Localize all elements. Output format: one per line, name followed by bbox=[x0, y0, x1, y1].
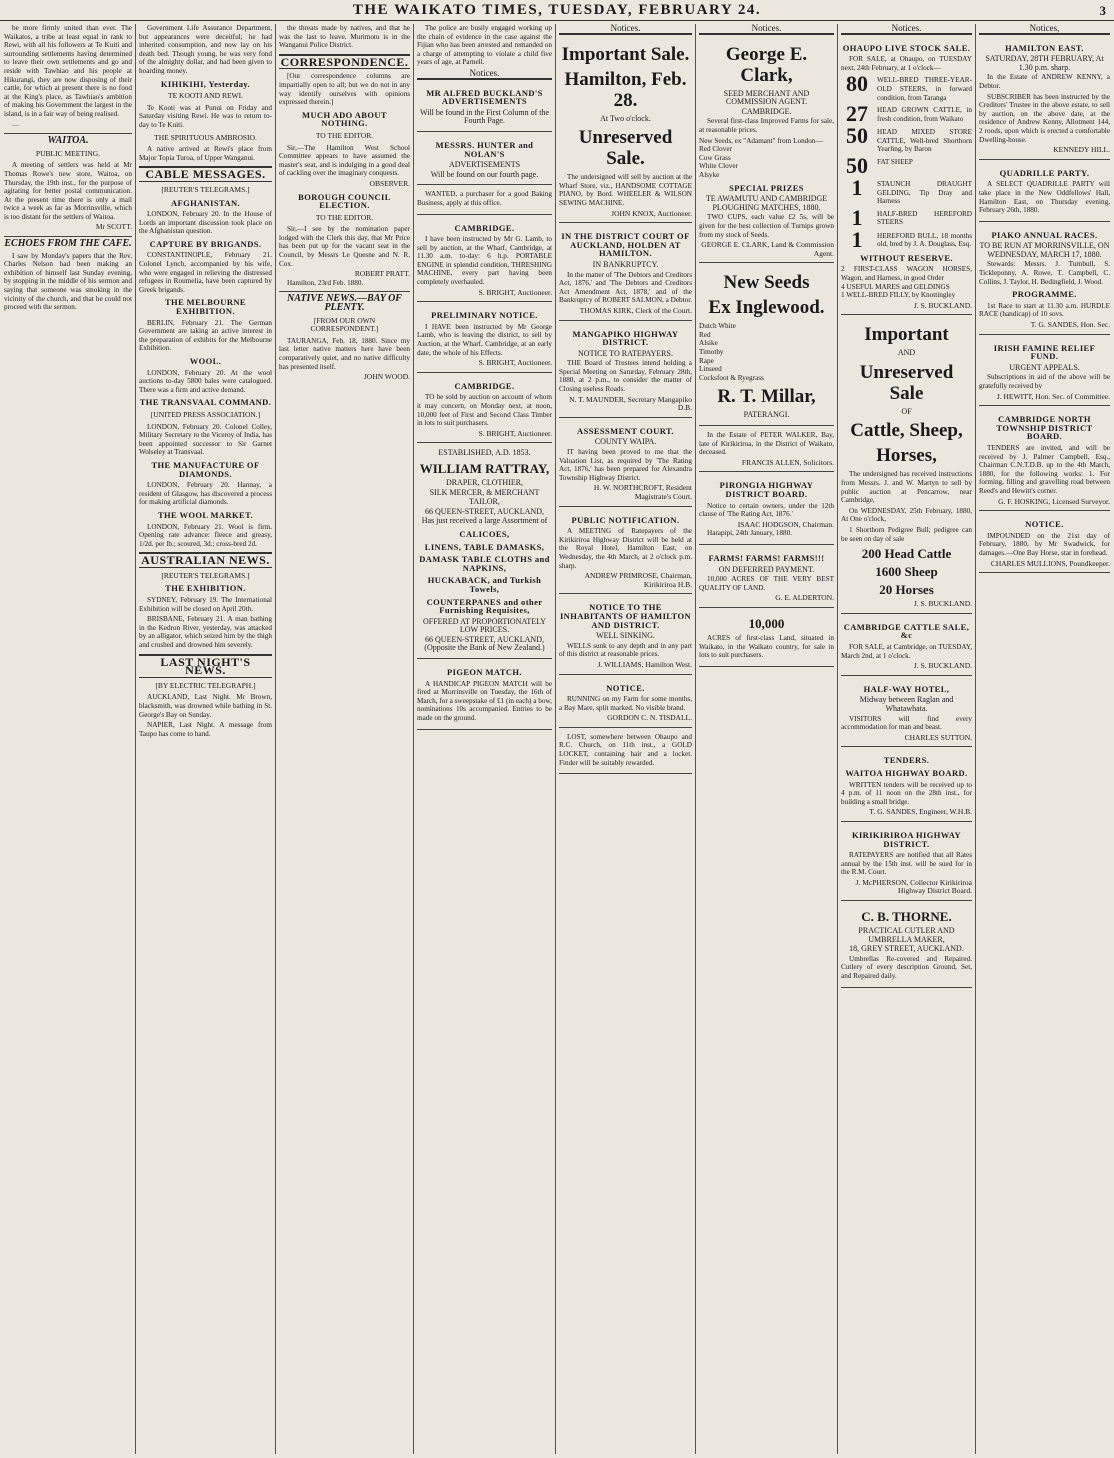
article-text: SYDNEY, February 19. The International Exhibition will be closed on April 20th. bbox=[139, 596, 272, 613]
section-heading: THE MANUFACTURE OF DIAMONDS. bbox=[151, 459, 260, 479]
ad-text: 1 Shorthorn Pedigree Bull; pedigree can be seen on day of sale bbox=[841, 526, 972, 543]
lot-description: HALF-BRED HEREFORD STEERS bbox=[877, 209, 972, 227]
ad-text: Stewards: Messrs. J. Turnbull, S. Tickleponny, A. Rowe, T. Campbell, C. Collins, J. Taylor, H. Bedingfield, J. Wood. bbox=[979, 260, 1110, 286]
signature: J. S. BUCKLAND. bbox=[913, 599, 972, 609]
article-text: Government Life Assurance Department, but appearances were deceitful; he had inherited consumption, and now lay on his death bed. Though young, he was very fond of the almighty dollar, and had been given to hoarding money. bbox=[139, 24, 272, 75]
signature: ANDREW PRIMROSE, Chairman, Kirikiriroa H.B. bbox=[584, 571, 692, 589]
ad-subtitle: CAMBRIDGE. bbox=[741, 106, 792, 116]
lot-number: 1 bbox=[851, 226, 863, 252]
ad-title: CAMBRIDGE. bbox=[454, 380, 515, 391]
section-heading: THE TRANSVAAL COMMAND. bbox=[139, 397, 272, 408]
column-5 bbox=[559, 24, 692, 1454]
page-title: THE WAIKATO TIMES, TUESDAY, FEBRUARY 24. bbox=[352, 2, 762, 18]
signature: GEORGE E. CLARK, Land & Commission Agent. bbox=[701, 240, 834, 258]
ad-title: Hamilton, Feb. 28. bbox=[564, 68, 687, 111]
signature: Mr SCOTT. bbox=[95, 222, 132, 232]
section-heading: THE WOOL MARKET. bbox=[157, 509, 254, 520]
article-text: The police are busily engaged working up the chain of evidence in the case against the Fijian who has been arrested and remanded on a charge of attempting to violate a child five years of age, at Parnell. bbox=[417, 24, 552, 67]
ad-title: HAMILTON EAST. bbox=[1005, 42, 1084, 53]
article-text: LONDON, February 20. At the wool auctions to-day 5800 bales were catalogued. There was a firm and active demand. bbox=[139, 368, 272, 394]
ad-title: Cattle, Sheep, bbox=[850, 420, 963, 442]
ad-subtitle: ESTABLISHED, A.D. 1853. bbox=[438, 448, 531, 458]
section-heading: THE EXHIBITION. bbox=[165, 583, 246, 594]
column-rule bbox=[555, 24, 556, 1454]
ad-title: HALF-WAY HOTEL, bbox=[863, 683, 950, 694]
ad-text: WELLS sunk to any depth and in any part of this district at reasonable prices. bbox=[559, 641, 692, 659]
ad-text: IMPOUNDED on the 21st day of February, 1880, by Mr Swadwick, for damages.—One Bay Horse, star in forehead. bbox=[979, 531, 1110, 557]
ad-text: Has just received a large Assortment of bbox=[421, 516, 548, 526]
advertisement bbox=[559, 38, 692, 224]
ad-line: 4 USEFUL MARES and GELDINGS bbox=[841, 282, 950, 291]
ad-text: In the Estate of ANDREW KENNY, a Debtor. bbox=[979, 73, 1110, 90]
ad-line: Rape bbox=[699, 356, 714, 365]
section-heading: WAITOA. bbox=[4, 133, 132, 146]
ad-text: Several first-class Improved Farms for sale, at reasonable prices. bbox=[699, 117, 834, 134]
column-rule bbox=[975, 24, 976, 1454]
section-subheading: PUBLIC MEETING. bbox=[35, 148, 101, 158]
ad-text: The undersigned has received instructions from Messrs. J. and W. Martyn to sell by public auction at Pencarrow, near Cambridge, bbox=[841, 470, 972, 505]
ad-text: ACRES of first-class Land, situated in Waikato, in the Waikato country, for sale in lots to suit purchasers. bbox=[699, 633, 834, 660]
ad-title: KIRIKIRIROA HIGHWAY DISTRICT. bbox=[851, 829, 962, 849]
ad-subtitle: COUNTY WAIPA. bbox=[594, 437, 657, 447]
ad-item: HUCKABACK, and Turkish Towels, bbox=[427, 575, 542, 594]
ad-subtitle: ON DEFERRED PAYMENT. bbox=[718, 564, 815, 574]
advertisement bbox=[417, 188, 552, 214]
ad-title: 1600 Sheep bbox=[875, 564, 938, 580]
signature: GORDON C. N. TISDALL. bbox=[607, 713, 692, 723]
lot-description: STAUNCH DRAUGHT GELDING, Tip Dray and Harness bbox=[877, 179, 972, 206]
ad-line: SILK MERCER, & MERCHANT bbox=[429, 487, 540, 497]
advertisement bbox=[841, 38, 972, 316]
advertisement bbox=[841, 904, 972, 988]
advertisement bbox=[417, 305, 552, 373]
ad-text: A SELECT QUADRILLE PARTY will take place in the New Oddfellows' Hall, Hamilton East, on Thursday evening, February 26th, 1880. bbox=[979, 180, 1110, 215]
ad-text: Umbrellas Re-covered and Repaired. Cutlery of every description Ground, Set, and Repaired daily. bbox=[841, 954, 972, 981]
advertisement bbox=[559, 421, 692, 507]
ad-subtitle: SEED MERCHANT AND COMMISSION AGENT. bbox=[723, 88, 810, 107]
ad-text: In the matter of 'The Debtors and Creditors Act, 1876,' and 'The Debtors and Creditors Act Amendment Act, 1878,' and of the Bankruptcy of ROBERT SALMON, a Debtor. bbox=[559, 270, 692, 305]
column-rule bbox=[413, 24, 414, 1454]
ad-subtitle: IN BANKRUPTCY. bbox=[592, 259, 659, 269]
ad-subtitle: NOTICE TO RATEPAYERS. bbox=[578, 348, 673, 358]
signature: J. S. BUCKLAND. bbox=[913, 300, 972, 310]
ad-line: DRAPER, CLOTHIER, bbox=[445, 477, 524, 487]
ad-title: OHAUPO LIVE STOCK SALE. bbox=[842, 42, 971, 53]
ad-title: CAMBRIDGE NORTH TOWNSHIP DISTRICT BOARD. bbox=[996, 414, 1093, 442]
dateline: Harapipi, 24th January, 1880. bbox=[707, 529, 792, 538]
ad-text: I HAVE been instructed by Mr George Lamb, who is leaving the district, to sell by Auction, at the Wharf, Cambridge, at an early date, the whole of his Effects. bbox=[417, 322, 552, 357]
ad-text: TWO CUPS, each value £2 5s, will be given for the best collection of Turnips grown from my stock of Seeds. bbox=[699, 213, 834, 239]
advertisement bbox=[417, 662, 552, 730]
column-6 bbox=[699, 24, 834, 1454]
signature: N. T. MAUNDER, Secretary Mangapiko D.B. bbox=[569, 394, 692, 413]
ad-text: Subscriptions in aid of the above will be gratefully received by bbox=[979, 373, 1110, 390]
article-text: LONDON, February 20. Colonel Colley, Military Secretary to the Viceroy of India, has been appointed successor to Sir Garnet Wolseley at Transvaal. bbox=[139, 422, 272, 457]
lot-row bbox=[841, 226, 972, 252]
ad-text: SUBSCRIBER has been instructed by the Creditors' Trustee in the above estate, to sell by auction, on the above date, at the residence of Andrew Kenny, Allotment 144, 2 roods, upon which is erected a comfortable Dwelling-house. bbox=[979, 92, 1110, 144]
lot-number: 1 bbox=[851, 204, 863, 230]
article-text: A meeting of settlers was held at Mr Thomas Rowe's new store, Waitoa, on Thursday, the 19th inst., for the purpose of agitating for better postal communication. At the present time there is only a mail twice a week as far as Morrinsville, which is too distant for the settlers of Waitoa. bbox=[4, 161, 132, 221]
ad-title: MR ALFRED BUCKLAND'S ADVERTISEMENTS bbox=[426, 87, 543, 107]
advertisement bbox=[417, 83, 552, 132]
section-heading: CORRESPONDENCE. bbox=[280, 54, 409, 69]
signature: T. G. SANDES, Hon. Sec. bbox=[1030, 320, 1110, 330]
signature: J. WILLIAMS, Hamilton West. bbox=[597, 659, 692, 669]
section-subheading: [REUTER'S TELEGRAMS.] bbox=[161, 184, 250, 194]
signature: CHARLES MULLIONS, Poundkeeper. bbox=[990, 558, 1110, 568]
lot-description: HEAD GROWN CATTLE, in fresh condition, from Waikato bbox=[877, 106, 972, 123]
ad-title: PUBLIC NOTIFICATION. bbox=[571, 514, 680, 525]
ad-text: I have been instructed by Mr G. Lamb, to sell by auction, at the Wharf, Cambridge, at 11.30 a.m. to-day: 6 h.p. PORTABLE ENGINE in splendid condition, THRESHING MACHINE, every part having been completely overhauled. bbox=[417, 235, 552, 287]
lot-number: 1 bbox=[851, 174, 863, 200]
ad-subtitle: At Two o'clock. bbox=[600, 113, 651, 123]
advertisement bbox=[841, 750, 972, 822]
advertisement bbox=[559, 324, 692, 418]
ad-title: MESSRS. HUNTER and NOLAN'S bbox=[435, 139, 534, 159]
section-subheading: TO THE EDITOR. bbox=[315, 130, 374, 140]
signature: ISAAC HODGSON, Chairman. bbox=[737, 519, 834, 529]
signature: J. McPHERSON, Collector Kirikiriroa Highway District Board. bbox=[855, 877, 972, 896]
section-heading: MUCH ADO ABOUT NOTHING. bbox=[302, 109, 387, 129]
article-text: CONSTANTINOPLE, February 21. Colonel Lynch, accompanied by his wife, who were engaged in relieving the distressed refugees in Roumelia, have been captured by Greek brigands. bbox=[139, 251, 272, 294]
ad-subtitle: TO BE RUN AT MORRINSVILLE, ON WEDNESDAY, MARCH 17, 1880. bbox=[979, 241, 1110, 259]
column-rule bbox=[275, 24, 276, 1454]
lot-row bbox=[841, 204, 972, 230]
ad-subtitle: WELL SINKING. bbox=[596, 631, 655, 641]
section-heading: ECHOES FROM THE CAFE. bbox=[4, 238, 132, 250]
ad-title: IN THE DISTRICT COURT OF AUCKLAND, HOLDEN AT HAMILTON. bbox=[561, 231, 690, 259]
ad-title: R. T. Millar, bbox=[717, 386, 816, 408]
ad-title: MANGAPIKO HIGHWAY DISTRICT. bbox=[572, 328, 679, 348]
ad-line: TAILOR, bbox=[469, 497, 500, 507]
lot-row bbox=[841, 174, 972, 206]
lot-description: FAT SHEEP bbox=[877, 157, 913, 166]
advertisement bbox=[699, 548, 834, 608]
article-text: BERLIN, February 21. The German Government are taking an active interest in the preparation of exhibits for the Melbourne Exhibition. bbox=[139, 318, 272, 353]
signature: G. F. HOSKING, Licensed Surveyor. bbox=[998, 496, 1110, 506]
notices-heading: Notices, bbox=[979, 24, 1110, 35]
ad-title: PIGEON MATCH. bbox=[447, 667, 522, 678]
ad-subtitle: TE AWAMUTU AND CAMBRIDGE PLOUGHING MATCHES, 1880. bbox=[705, 194, 828, 212]
ad-line: New Seeds, ex "Adamant" from London— bbox=[699, 136, 823, 145]
ad-line: Red bbox=[699, 330, 711, 339]
ad-connector: OF bbox=[901, 406, 912, 416]
ad-line: Cocksfoot & Ryegrass bbox=[699, 373, 764, 382]
ad-title: TENDERS. bbox=[883, 755, 930, 766]
ad-text: Will be found in the First Column of the Fourth Page. bbox=[420, 107, 549, 126]
ad-title: CAMBRIDGE CATTLE SALE, &c bbox=[843, 621, 970, 641]
article-text: Sir,—I see by the nomination paper lodged with the Clerk this day, that Mr Price has been put up for the vacant seat in the Council, by Messrs Le Quesne and N. R. Cox. bbox=[279, 225, 410, 268]
article-text: — bbox=[12, 120, 20, 129]
ad-text: THE Board of Trustees intend holding a Special Meeting on Saturday, February 28th, 1880, at 2 p.m., to consider the matter of Closing useless Roads. bbox=[559, 359, 692, 394]
ad-subtitle: URGENT APPEALS. bbox=[1009, 362, 1080, 372]
article-text: Sir,—The Hamilton West School Committee appears to have assumed the master's seat, and is indulging in a good deal of cackling over the imaginary conquests. bbox=[279, 143, 410, 178]
signature: G. E. ALDERTON. bbox=[775, 593, 834, 603]
ad-title: FARMS! FARMS! FARMS!!! bbox=[708, 552, 825, 563]
column-4 bbox=[417, 24, 552, 1454]
ad-title: Ex Inglewood. bbox=[708, 297, 825, 319]
section-subheading: TE KOOTI AND REWI. bbox=[168, 91, 243, 101]
article-text: TAURANGA, Feb. 18, 1880. Since my last letter native matters here have been comparatively quiet, and no native difficulty has presented itself. bbox=[279, 336, 410, 371]
ad-title: ASSESSMENT COURT. bbox=[577, 425, 674, 436]
ad-text: On WEDNESDAY, 25th February, 1880, At One o'clock, bbox=[841, 506, 972, 524]
article-text: A native arrived at Rewi's place from Major Topia Turoa, of Upper Wanganui. bbox=[139, 145, 272, 162]
signature: T. G. SANDES, Engineer, W.H.B. bbox=[869, 807, 972, 817]
ad-title: NOTICE. bbox=[606, 682, 645, 693]
ad-text: TO be sold by auction on account of whom it may concern, on Monday next, at noon, 10,000 feet of First and Second Class Timber in lots to suit purchasers. bbox=[417, 393, 552, 428]
ad-title: NOTICE. bbox=[1025, 519, 1064, 530]
ad-text: VISITORS will find every accommodation for man and beast. bbox=[841, 714, 972, 732]
advertisement bbox=[979, 225, 1110, 335]
ad-subtitle: SATURDAY, 28TH FEBRUARY, At 1.30 p.m. sharp. bbox=[985, 54, 1104, 72]
advertisement bbox=[979, 163, 1110, 222]
section-heading: CAPTURE BY BRIGANDS. bbox=[149, 238, 262, 249]
section-subheading: [BY ELECTRIC TELEGRAPH.] bbox=[155, 680, 256, 690]
section-heading: THE MELBOURNE EXHIBITION. bbox=[164, 297, 246, 317]
advertisement bbox=[979, 514, 1110, 573]
article-text: I saw by Monday's papers that the Rev. Charles Nelson had been making an exhibition of himself last Sunday evening, by stopping in the middle of his sermon and saying that someone was smoking in the vicinity of the church, and that he could not proceed with the sermon. bbox=[4, 251, 132, 312]
article-text: BRISBANE, February 21. A man bathing in the Kedron River, yesterday, was attacked by an alligator, which seized him by the thigh and crushed and drowned him severely. bbox=[139, 615, 272, 650]
ad-title: PIRONGIA HIGHWAY DISTRICT BOARD. bbox=[719, 480, 814, 499]
advertisement bbox=[417, 218, 552, 303]
masthead bbox=[0, 0, 1114, 21]
advertisement bbox=[559, 226, 692, 320]
column-rule bbox=[135, 24, 136, 1454]
signature: FRANCIS ALLEN, Solicitors. bbox=[741, 457, 834, 467]
ad-line: 2 FIRST-CLASS WAGON HORSES, Wagon, and Harness, in good Order bbox=[841, 265, 972, 282]
lot-number: 50 bbox=[846, 123, 868, 149]
ad-title: C. B. THORNE. bbox=[861, 909, 952, 925]
ad-text: In the Estate of PETER WALKER, Bay, late of Kirikiriroa, in the District of Waikato, deceased. bbox=[699, 431, 834, 457]
article-text: NAPIER, Last Night. A message from Taupo has come to hand. bbox=[139, 721, 272, 738]
signature: CHARLES SUTTON. bbox=[904, 732, 972, 742]
lot-number: 27 bbox=[846, 101, 868, 127]
ad-title: PRELIMINARY NOTICE. bbox=[431, 310, 538, 321]
column-8 bbox=[979, 24, 1110, 1454]
column-3 bbox=[279, 24, 410, 1454]
ad-text: Will be found on our fourth page. bbox=[430, 169, 539, 179]
advertisement bbox=[841, 318, 972, 614]
ad-title: QUADRILLE PARTY. bbox=[999, 167, 1090, 178]
advertisement bbox=[841, 825, 972, 901]
lot-number: 50 bbox=[846, 152, 868, 178]
lot-description: WELL-BRED THREE-YEAR-OLD STEERS, in forward condition, from Taranga bbox=[877, 76, 972, 102]
ad-line: 1 WELL-BRED FILLY, by Knottingley bbox=[841, 291, 956, 300]
ad-text: WANTED, a purchaser for a good Baking Business, apply at this office. bbox=[417, 190, 552, 207]
signature: S. BRIGHT, Auctioneer. bbox=[478, 358, 552, 368]
advertisement bbox=[417, 135, 552, 185]
advertisement bbox=[559, 678, 692, 728]
ad-text: WRITTEN tenders will be received up to 4 p.m. of 11 noon on the 28th inst., for building a small bridge. bbox=[841, 780, 972, 806]
signature: J. HEWITT, Hon. Sec. of Committee. bbox=[996, 391, 1110, 401]
ad-connector: AND bbox=[897, 348, 916, 358]
section-subheading: TO THE EDITOR. bbox=[315, 212, 374, 222]
ad-title: George E. Clark, bbox=[725, 43, 808, 86]
ad-title: PROGRAMME. bbox=[1012, 289, 1077, 300]
ad-text: 10,000 ACRES OF THE VERY BEST QUALITY OF LAND. bbox=[699, 575, 834, 592]
notices-heading: Notices. bbox=[559, 24, 692, 35]
ad-line: Timothy bbox=[699, 348, 724, 357]
page-number: 3 bbox=[1099, 3, 1106, 18]
article-text: the threats made by natives, and that he was the last to leave. Murimotu is in the Wanganui Police District. bbox=[279, 24, 410, 50]
ad-text: RUNNING on my Farm for some months, a Bay Mare, split marked. No visible brand. bbox=[559, 695, 692, 712]
ad-title: SPECIAL PRIZES bbox=[729, 182, 804, 193]
advertisement bbox=[841, 679, 972, 748]
ad-title: 20 Horses bbox=[879, 582, 934, 598]
lot-description: HEAD MIXED STORE CATTLE, Well-bred Shorthorn Yearling, by Baron bbox=[877, 128, 972, 154]
article-text: LONDON, February 20. In the House of Lords an important discussion took place on the Afghanistan question. bbox=[139, 210, 272, 236]
signature: THOMAS KIRK, Clerk of the Court. bbox=[579, 305, 692, 315]
ad-title: NOTICE TO THE INHABITANTS OF HAMILTON AND DISTRICT. bbox=[559, 602, 692, 630]
ad-subtitle: PATERANGI. bbox=[743, 410, 790, 420]
lot-row bbox=[841, 152, 972, 178]
notices-heading: Notices. bbox=[417, 69, 552, 80]
advertisement bbox=[559, 597, 692, 674]
ad-text: A MEETING of Ratepayers of the Kirikiriroa Highway District will be held at the Royal Hotel, Hamilton East, on Wednesday, the 4th March, at 2 o'clock p.m. sharp. bbox=[559, 527, 692, 570]
advertisement bbox=[417, 446, 552, 659]
ad-subtitle: Midway between Raglan and Whatawhata. bbox=[859, 695, 954, 713]
editor-note: [Our correspondence columns are impartially open to all; but we do not in any way identify ourselves with opinions expressed therein.] bbox=[279, 72, 410, 107]
ad-text: FOR SALE, at Cambridge, on TUESDAY, March 2nd, at 1 o'clock. bbox=[841, 643, 972, 660]
ad-line: Alsyke bbox=[699, 170, 720, 179]
ad-text: Notice to certain owners, under the 12th clause of 'The Rating Act, 1876.' bbox=[699, 501, 834, 519]
ad-title: PIAKO ANNUAL RACES. bbox=[991, 229, 1098, 240]
advertisement bbox=[979, 409, 1110, 511]
column-7 bbox=[841, 24, 972, 1454]
signature: KENNEDY HILL. bbox=[1053, 145, 1110, 155]
ad-title: 10,000 bbox=[748, 615, 785, 631]
ad-title: Unreserved Sale bbox=[859, 361, 954, 404]
ad-title: New Seeds bbox=[723, 272, 810, 294]
ad-text: The undersigned will sell by auction at the Wharf Store, viz., HANDSOME COTTAGE PIANO, by Bord. WHEELER & WILSON SEWING MACHINE. bbox=[559, 173, 692, 207]
signature: S. BRIGHT, Auctioneer. bbox=[478, 428, 552, 438]
section-heading: LAST NIGHT'S NEWS. bbox=[139, 654, 272, 678]
ad-title: CAMBRIDGE. bbox=[454, 222, 515, 233]
ad-text: IT having been proved to me that the Valuation List, as required by 'The Rating Act, 1876,' has been prepared for Alexandra Township Highway District. bbox=[559, 448, 692, 482]
article-text: AUCKLAND, Last Night. Mr Brown, blacksmith, was drowned while bathing in St. George's Bay on Sunday. bbox=[139, 693, 272, 719]
ad-address: 66 QUEEN-STREET, AUCKLAND, (Opposite the Bank of New Zealand.) bbox=[424, 634, 545, 653]
signature: S. BRIGHT, Auctioneer. bbox=[478, 287, 552, 297]
advertisement bbox=[699, 38, 834, 264]
ad-subtitle: ADVERTISEMENTS bbox=[448, 160, 521, 170]
ad-item: LINENS, TABLE DAMASKS, bbox=[424, 541, 545, 552]
signature: H. W. NORTHCROFT, Resident Magistrate's Court. bbox=[593, 483, 692, 501]
lot-number: 80 bbox=[846, 71, 868, 97]
section-subheading: THE SPIRITUOUS AMBROSIO. bbox=[154, 132, 257, 142]
ad-text: RATEPAYERS are notified that all Rates annual by the 15th inst. will be sued for in the R.M. Court. bbox=[841, 851, 972, 877]
section-heading: WOOL. bbox=[189, 356, 222, 366]
ad-title: Important Sale. bbox=[561, 43, 690, 65]
section-heading: AFGHANISTAN. bbox=[170, 197, 241, 208]
ad-text: OFFERED AT PROPORTIONATELY LOW PRICES. bbox=[422, 616, 547, 635]
ad-text: LOST, somewhere between Ohaupo and R.C. Church, on 11th inst., a GOLD LOCKET, containing hair and a locket. Finder will be suitably rewarded. bbox=[559, 732, 692, 767]
advertisement bbox=[559, 510, 692, 595]
advertisement bbox=[699, 429, 834, 472]
notices-heading: Notices. bbox=[841, 24, 972, 35]
ad-title: Important bbox=[864, 324, 949, 346]
article-text: LONDON, February 20. Hannay, a resident of Glasgow, has discovered a process for making artificial diamonds. bbox=[139, 481, 272, 507]
advertisement bbox=[699, 611, 834, 667]
advertisement bbox=[699, 475, 834, 545]
lot-row bbox=[841, 71, 972, 102]
lot-description: HEREFORD BULL, 18 months old, bred by J. A. Douglass, Esq. bbox=[877, 231, 972, 249]
ad-line: White Clover bbox=[699, 162, 738, 171]
ad-subtitle: WITHOUT RESERVE. bbox=[860, 252, 953, 263]
ad-line: Red Clover bbox=[699, 145, 732, 154]
signature: J. S. BUCKLAND. bbox=[913, 661, 972, 671]
notices-heading: Notices. bbox=[699, 24, 834, 35]
ad-text: A HANDICAP PIGEON MATCH will be fired at Morrinsville on Tuesday, the 16th of March, for a sweepstake of £1 (in each) a bow, nominations 10s accompanied. Entries to be made on the ground. bbox=[417, 679, 552, 723]
column-rule bbox=[837, 24, 838, 1454]
advertisement bbox=[699, 266, 834, 426]
section-subheading: [UNITED PRESS ASSOCIATION.] bbox=[150, 409, 261, 419]
ad-line: Linseed bbox=[699, 365, 722, 374]
ad-line: Dutch White bbox=[699, 322, 736, 331]
advertisement bbox=[417, 376, 552, 444]
ad-line: 66 QUEEN-STREET, AUCKLAND, bbox=[425, 506, 544, 516]
ad-line: Cow Grass bbox=[699, 153, 731, 162]
article-text: be more firmly united than ever. The Waikatos, a tribe at least equal in rank to Rewi, with all his followers at Te Kuiti and surrounding settlements having determined to leave their own settlements and go and reside with Tawhiao and his people at Hikurangi, they are now disposing of their cattle, for which at present there is no food at the King's place, as Tawhiao's ambition of making his Government the largest in the island, is in a fair way of being realised. bbox=[4, 24, 132, 118]
ad-title: Horses, bbox=[876, 445, 937, 467]
ad-title: WAITOA HIGHWAY BOARD. bbox=[845, 767, 968, 778]
section-heading: KIHIKIHI, Yesterday. bbox=[160, 78, 251, 89]
lot-row bbox=[841, 101, 972, 127]
section-heading: NATIVE NEWS.—BAY OF PLENTY. bbox=[279, 291, 410, 312]
advertisement bbox=[559, 731, 692, 774]
advertisement bbox=[979, 338, 1110, 407]
section-heading: AUSTRALIAN NEWS. bbox=[139, 552, 272, 568]
ad-item: CALICOES, bbox=[459, 528, 510, 539]
ad-text: TENDERS are invited, and will be received by J. Palmer Campbell, Esq., Chairman C.N.T.D.B. up to the 4th March, 1880, for the following works: 1. For forming, filling and gravelling road between Reed's and Hewitt's corner. bbox=[979, 443, 1110, 495]
ad-title: 200 Head Cattle bbox=[861, 546, 952, 562]
ad-subtitle: PRACTICAL CUTLER AND UMBRELLA MAKER, bbox=[858, 926, 955, 944]
article-text: Te Kooti was at Punui on Friday and Saturday visiting Rewi. He was to return to-day to Te Kuiti. bbox=[139, 103, 272, 129]
column-1 bbox=[4, 24, 132, 1454]
ad-address: 18, GREY STREET, AUCKLAND. bbox=[849, 944, 964, 954]
signature: JOHN KNOX, Auctioneer. bbox=[611, 208, 692, 218]
dateline: Hamilton, 23rd Feb. 1880. bbox=[287, 278, 364, 287]
advertisement bbox=[979, 38, 1110, 160]
lot-row bbox=[841, 123, 972, 154]
section-subheading: [REUTER'S TELEGRAMS.] bbox=[161, 570, 250, 580]
advertisement bbox=[841, 617, 972, 676]
signature: JOHN WOOD. bbox=[363, 372, 410, 382]
ad-title: WILLIAM RATTRAY, bbox=[419, 460, 550, 476]
section-heading: CABLE MESSAGES. bbox=[139, 166, 272, 182]
ad-text: 1st Race to start at 11.30 a.m. HURDLE RACE (handicap) of 10 sovs. bbox=[979, 301, 1110, 319]
signature: ROBERT PRATT. bbox=[354, 269, 410, 279]
ad-line: Alsike bbox=[699, 339, 718, 348]
ad-item: COUNTERPANES and other Furnishing Requisites, bbox=[426, 596, 543, 616]
ad-title: IRISH FAMINE RELIEF FUND. bbox=[993, 342, 1096, 362]
section-subheading: [FROM OUR OWN CORRESPONDENT.] bbox=[310, 315, 379, 334]
column-rule bbox=[695, 24, 696, 1454]
ad-item: DAMASK TABLE CLOTHS and NAPKINS, bbox=[419, 554, 550, 573]
column-2 bbox=[139, 24, 272, 1454]
signature: OBSERVER. bbox=[369, 178, 410, 188]
section-heading: BOROUGH COUNCIL ELECTION. bbox=[298, 191, 391, 211]
ad-text: FOR SALE, at Ohaupo, on TUESDAY next, 24th February, at 1 o'clock— bbox=[841, 55, 972, 72]
ad-title: Unreserved Sale. bbox=[578, 127, 673, 170]
article-text: LONDON, February 21. Wool is firm. Opening rate advance: fleece and greasy, 1/2d. per lb.; scoured, 3d.; cross-bred 2d. bbox=[139, 522, 272, 548]
